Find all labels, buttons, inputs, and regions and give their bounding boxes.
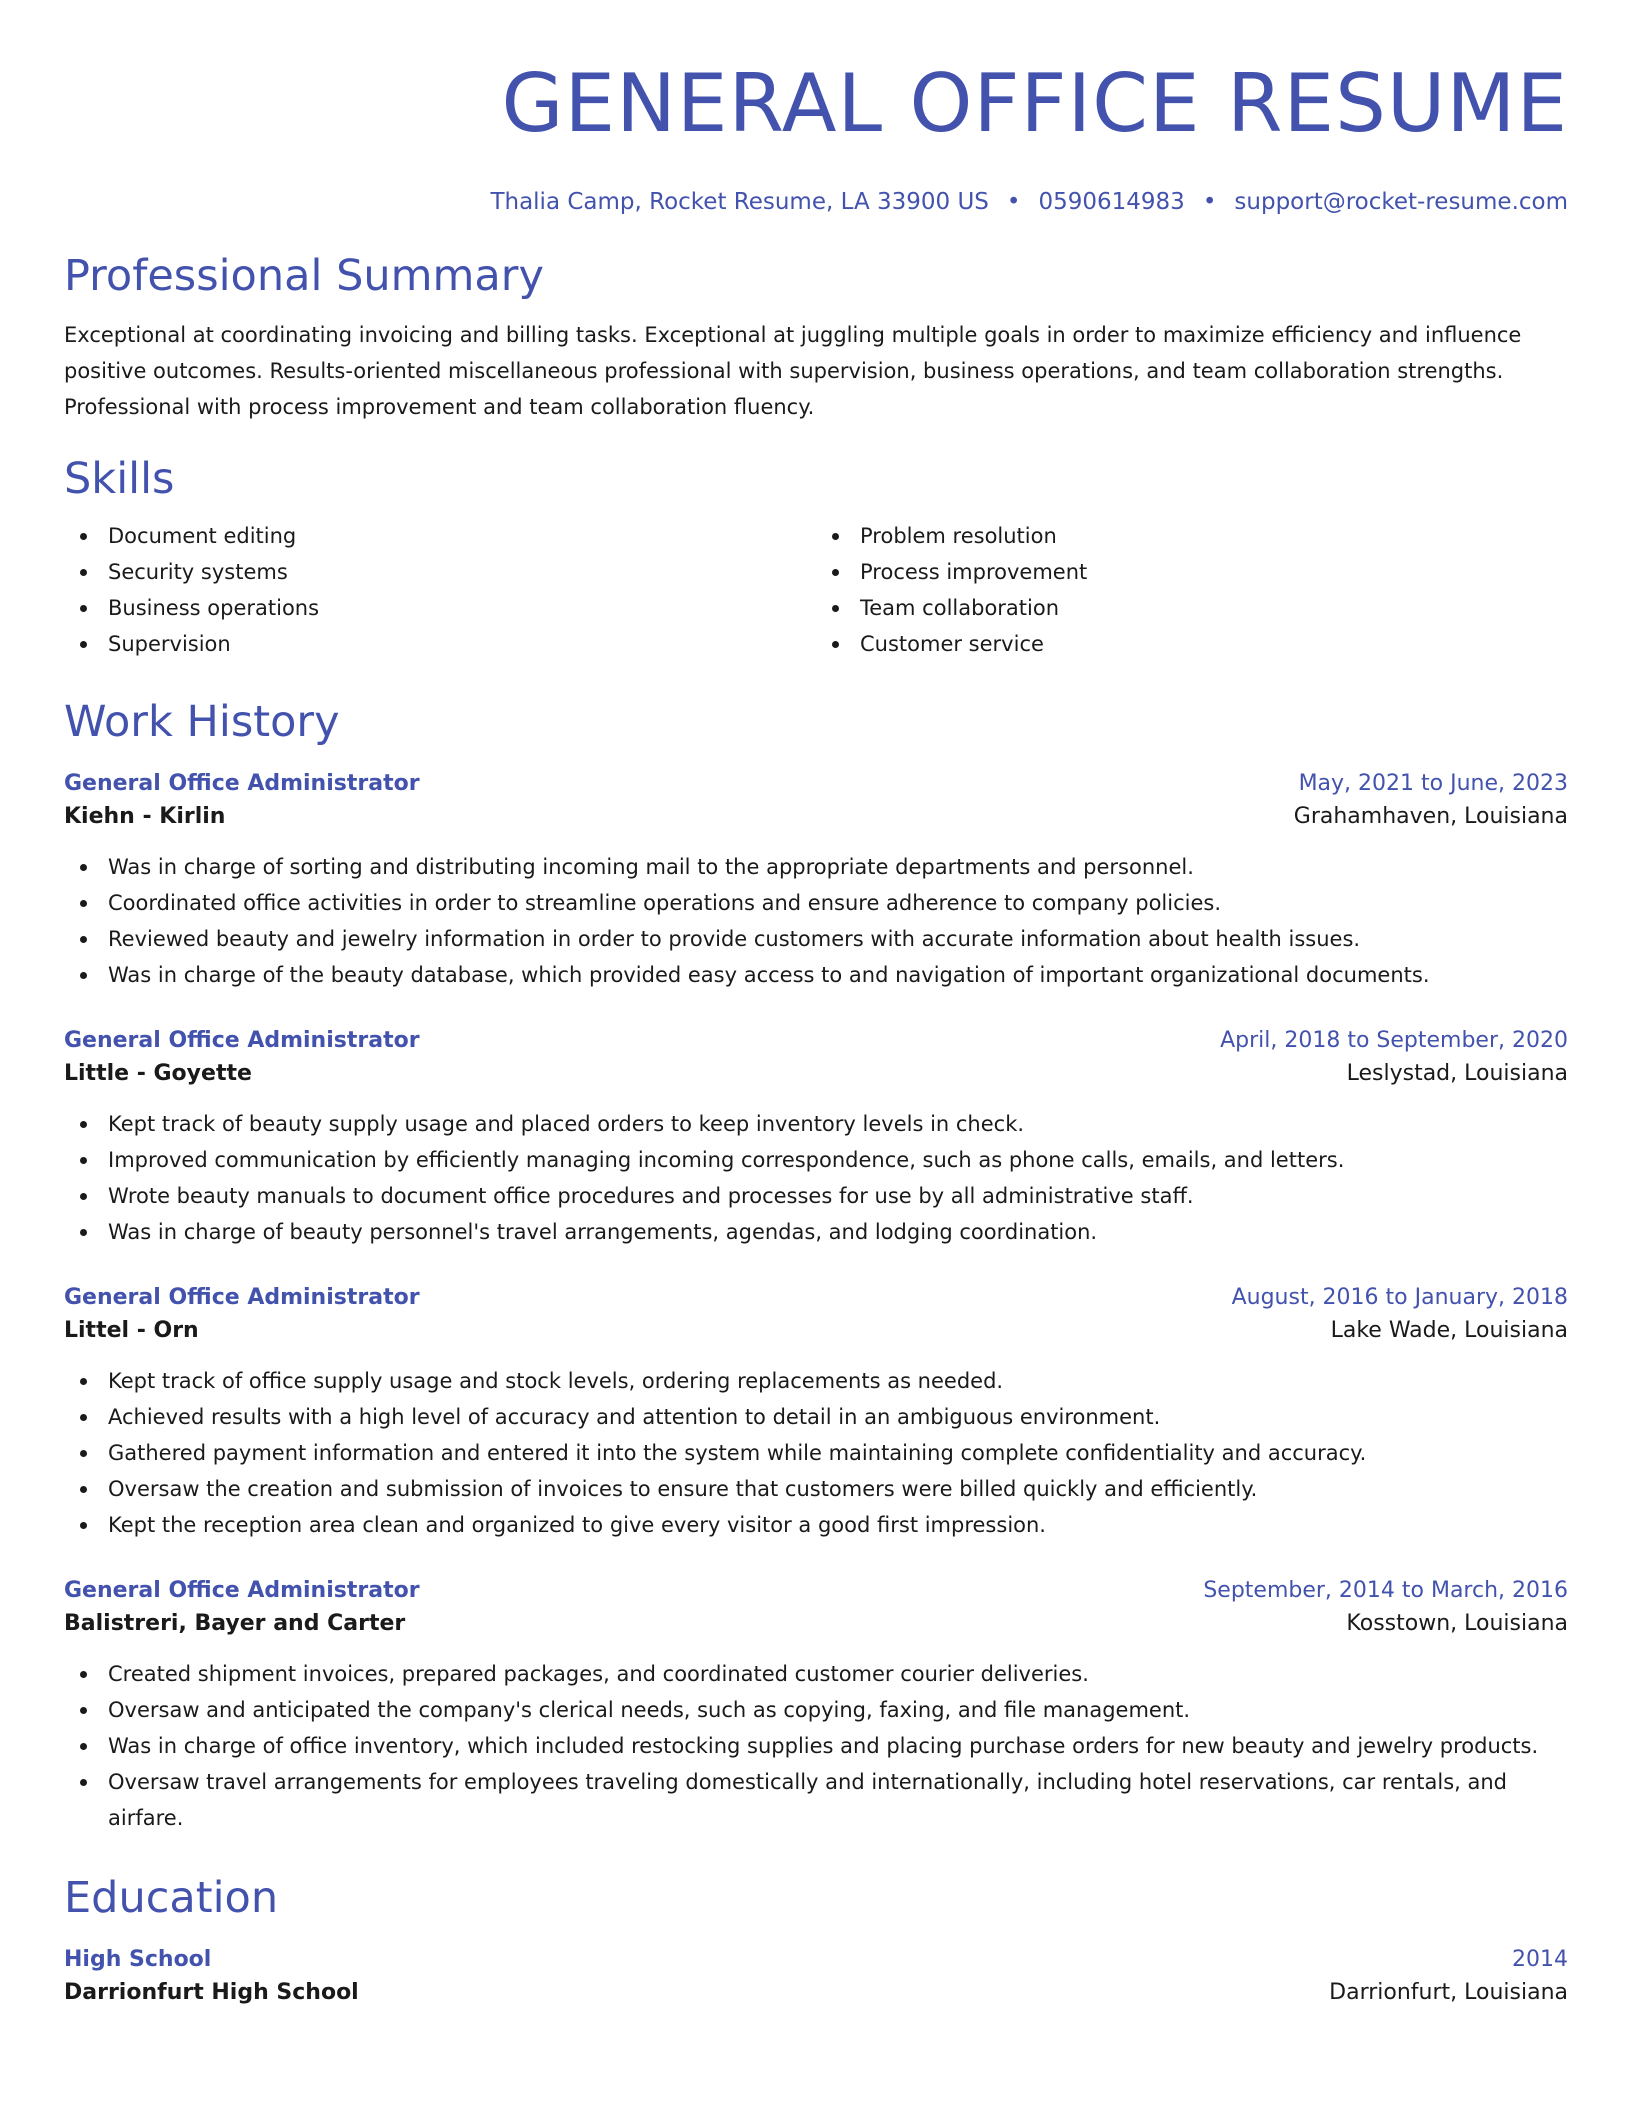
job-entry [64, 1025, 1568, 1250]
job-dates: August, 2016 to January, 2018 [1231, 1285, 1568, 1310]
job-bullets [64, 1656, 1568, 1836]
job-role: General Office Administrator [64, 1578, 420, 1603]
education-school: Darrionfurt High School [64, 1980, 359, 2005]
job-location: Lake Wade, Louisiana [1330, 1318, 1568, 1343]
job-header-row [64, 1282, 1568, 1314]
skill-item: Process improvement [816, 554, 1568, 590]
job-bullet: Improved communication by efficiently managing incoming correspondence, such as phone calls, emails, and letters. [64, 1142, 1568, 1178]
skill-item: Document editing [64, 518, 816, 554]
job-company-row [64, 1314, 1568, 1348]
skill-item: Supervision [64, 626, 816, 662]
job-bullet: Oversaw the creation and submission of invoices to ensure that customers were billed quickly and efficiently. [64, 1471, 1568, 1507]
skills-grid [64, 518, 1568, 662]
job-bullet: Oversaw and anticipated the company's clerical needs, such as copying, faxing, and file management. [64, 1692, 1568, 1728]
job-bullet: Coordinated office activities in order to streamline operations and ensure adherence to company policies. [64, 885, 1568, 921]
contact-email: support@rocket-resume.com [1234, 189, 1568, 215]
job-bullet: Gathered payment information and entered it into the system while maintaining complete confidentiality and accuracy. [64, 1435, 1568, 1471]
skill-item: Business operations [64, 590, 816, 626]
job-bullet: Reviewed beauty and jewelry information in order to provide customers with accurate information about health issues. [64, 921, 1568, 957]
skill-item: Customer service [816, 626, 1568, 662]
job-dates: April, 2018 to September, 2020 [1220, 1028, 1568, 1053]
job-location: Grahamhaven, Louisiana [1293, 804, 1568, 829]
resume-title: GENERAL OFFICE RESUME [501, 57, 1568, 150]
job-role: General Office Administrator [64, 1028, 420, 1053]
skills-column-left [64, 518, 816, 662]
job-location: Kosstown, Louisiana [1346, 1611, 1568, 1636]
job-bullet: Achieved results with a high level of accuracy and attention to detail in an ambiguous environment. [64, 1399, 1568, 1435]
education-school-row [64, 1976, 1568, 2010]
job-role: General Office Administrator [64, 771, 420, 796]
job-entry [64, 1575, 1568, 1836]
contact-phone: 0590614983 [1038, 189, 1185, 215]
job-company: Little - Goyette [64, 1061, 252, 1086]
job-bullet: Was in charge of sorting and distributing incoming mail to the appropriate departments and personnel. [64, 849, 1568, 885]
job-bullet: Oversaw travel arrangements for employees traveling domestically and internationally, including hotel reservations, car rentals, and airfare. [64, 1764, 1568, 1836]
job-bullets [64, 1363, 1568, 1543]
job-dates: May, 2021 to June, 2023 [1298, 771, 1568, 796]
education-header-row [64, 1944, 1568, 1976]
skill-item: Security systems [64, 554, 816, 590]
job-company-row [64, 1057, 1568, 1091]
contact-line [64, 188, 1568, 216]
job-bullet: Wrote beauty manuals to document office procedures and processes for use by all administrative staff. [64, 1178, 1568, 1214]
job-company: Littel - Orn [64, 1318, 199, 1343]
job-company: Kiehn - Kirlin [64, 804, 226, 829]
job-company-row [64, 800, 1568, 834]
contact-separator: • [1202, 189, 1217, 215]
job-role: General Office Administrator [64, 1285, 420, 1310]
job-company-row [64, 1607, 1568, 1641]
job-dates: September, 2014 to March, 2016 [1203, 1578, 1568, 1603]
job-bullet: Kept track of office supply usage and stock levels, ordering replacements as needed. [64, 1363, 1568, 1399]
job-bullet: Was in charge of the beauty database, which provided easy access to and navigation of important organizational documents. [64, 957, 1568, 993]
work-history-heading: Work History [64, 697, 340, 747]
skills-column-right [816, 518, 1568, 662]
education-entry [64, 1944, 1568, 2010]
job-bullet: Created shipment invoices, prepared packages, and coordinated customer courier deliveries. [64, 1656, 1568, 1692]
job-bullet: Kept the reception area clean and organized to give every visitor a good first impression. [64, 1507, 1568, 1543]
job-bullets [64, 1106, 1568, 1250]
job-entry [64, 1282, 1568, 1543]
job-header-row [64, 1025, 1568, 1057]
summary-heading: Professional Summary [64, 251, 544, 301]
job-location: Leslystad, Louisiana [1346, 1061, 1568, 1086]
education-heading: Education [64, 1873, 279, 1923]
job-bullet: Kept track of beauty supply usage and placed orders to keep inventory levels in check. [64, 1106, 1568, 1142]
job-bullets [64, 849, 1568, 993]
job-bullet: Was in charge of beauty personnel's travel arrangements, agendas, and lodging coordination. [64, 1214, 1568, 1250]
job-company: Balistreri, Bayer and Carter [64, 1611, 406, 1636]
skill-item: Team collaboration [816, 590, 1568, 626]
education-location: Darrionfurt, Louisiana [1329, 1980, 1568, 2005]
contact-address: Thalia Camp, Rocket Resume, LA 33900 US [490, 189, 989, 215]
contact-separator: • [1006, 189, 1021, 215]
education-year: 2014 [1512, 1947, 1568, 1972]
job-header-row [64, 1575, 1568, 1607]
education-degree: High School [64, 1947, 212, 1972]
skills-heading: Skills [64, 454, 175, 504]
job-header-row [64, 768, 1568, 800]
job-bullet: Was in charge of office inventory, which included restocking supplies and placing purchase orders for new beauty and jewelry products. [64, 1728, 1568, 1764]
job-entry [64, 768, 1568, 993]
summary-text: Exceptional at coordinating invoicing and billing tasks. Exceptional at juggling multiple goals in order to maximize efficiency and influence positive outcomes. Results-oriented miscellaneous professional with supervision, business operations, and team collaboration strengths. Professional with process improvement and team collaboration fluency. [64, 323, 1522, 419]
skill-item: Problem resolution [816, 518, 1568, 554]
